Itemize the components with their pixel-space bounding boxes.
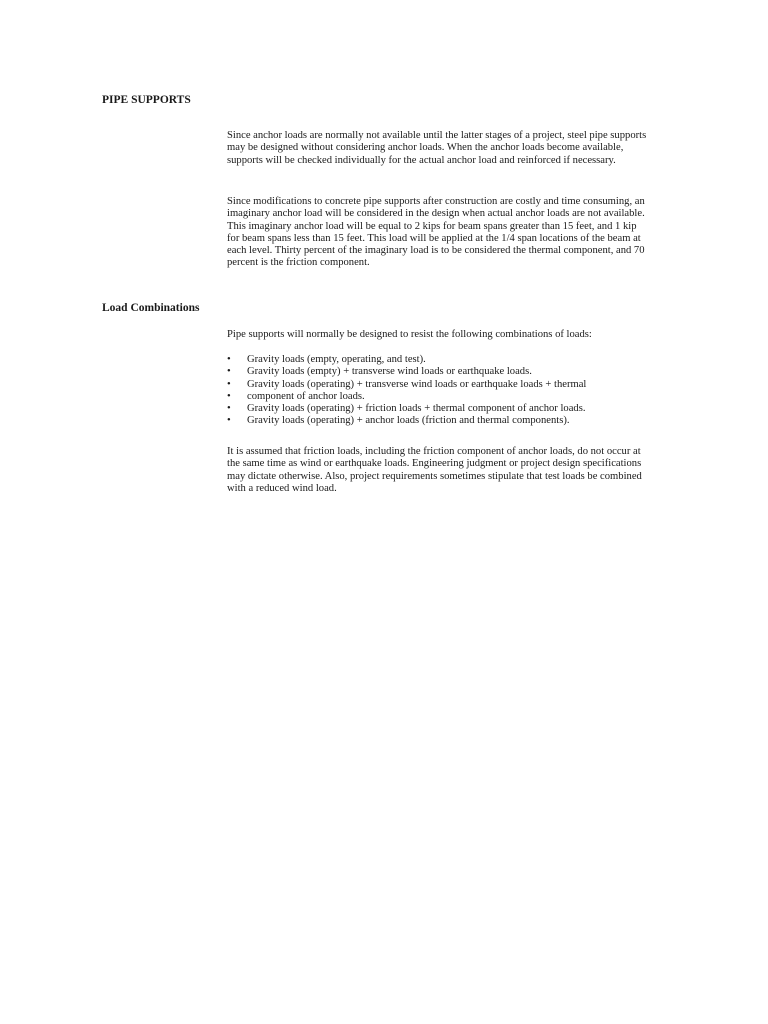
bullet-icon: • xyxy=(227,390,231,402)
list-item xyxy=(227,354,647,366)
subsection-title: Load Combinations xyxy=(102,302,200,314)
list-item xyxy=(227,379,647,391)
paragraph-imaginary-anchor-load xyxy=(227,196,647,270)
bullet-icon: • xyxy=(227,366,231,378)
list-item-text: component of anchor loads. xyxy=(247,390,365,402)
paragraph-text: Pipe supports will normally be designed to resist the following combinations of loads: xyxy=(227,329,592,340)
list-item xyxy=(227,403,647,415)
paragraph-text: It is assumed that friction loads, including the friction component of anchor loads, do not occur at the same time as wind or earthquake loads. Engineering judgment or project design specifications may dictate otherwise. Also, project requirements sometimes stipulate that test loads be combined with a reduced wind load. xyxy=(227,446,642,494)
paragraph-load-combinations-intro xyxy=(227,329,647,341)
list-item xyxy=(227,366,647,378)
paragraph-friction-loads-note xyxy=(227,446,647,495)
paragraph-text: Since modifications to concrete pipe supports after construction are costly and time consuming, an imaginary anchor load will be considered in the design when actual anchor loads are not available. This imaginary anchor load will be equal to 2 kips for beam spans greater than 15 feet, and 1 kip for beam spans less than 15 feet. This load will be applied at the 1/4 span locations of the beam at each level. Thirty percent of the imaginary load is to be considered the thermal component, and 70 percent is the friction component. xyxy=(227,196,645,269)
list-item-text: Gravity loads (operating) + transverse wind loads or earthquake loads + thermal xyxy=(247,378,587,390)
bullet-icon: • xyxy=(227,354,231,365)
list-item-text: Gravity loads (empty) + transverse wind loads or earthquake loads. xyxy=(247,366,532,378)
paragraph-text: Since anchor loads are normally not available until the latter stages of a project, steel pipe supports may be designed without considering anchor loads. When the anchor loads become available, supports will be checked individually for the actual anchor load and reinforced if necessary. xyxy=(227,130,647,166)
load-combination-list xyxy=(227,354,647,428)
bullet-icon: • xyxy=(227,378,231,390)
paragraph-anchor-loads-availability xyxy=(227,130,647,167)
list-item xyxy=(227,391,647,403)
bullet-icon: • xyxy=(227,415,231,427)
bullet-icon: • xyxy=(227,403,231,415)
list-item-text: Gravity loads (operating) + friction loads + thermal component of anchor loads. xyxy=(247,403,586,415)
list-item-text: Gravity loads (operating) + anchor loads (friction and thermal components). xyxy=(247,415,570,427)
section-title: PIPE SUPPORTS xyxy=(102,94,191,106)
list-item-text: Gravity loads (empty, operating, and test). xyxy=(247,354,426,365)
list-item xyxy=(227,415,647,427)
